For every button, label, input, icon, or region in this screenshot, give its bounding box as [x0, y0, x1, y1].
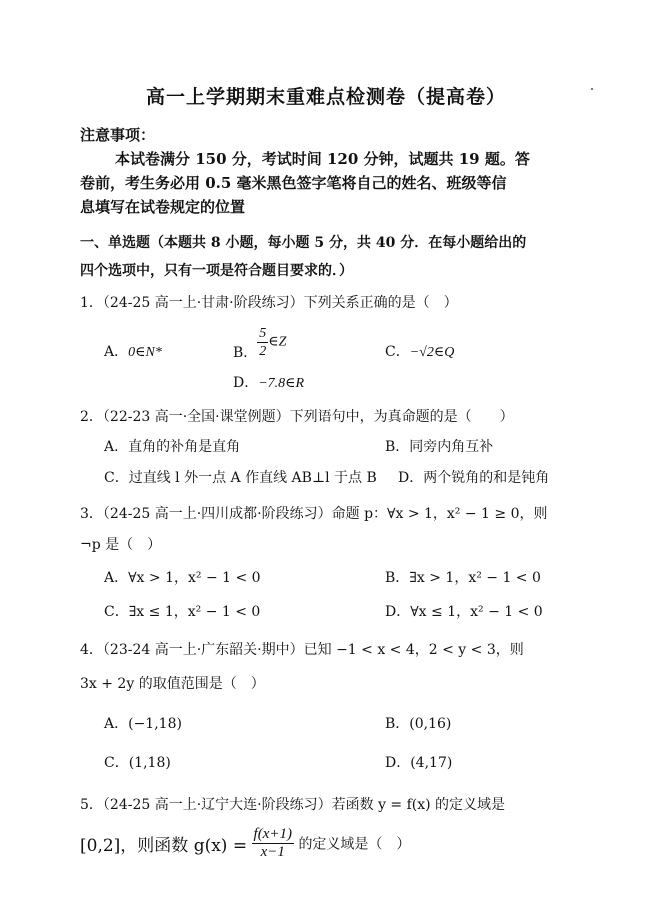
q3-option-b: B．∃x > 1，x² − 1 < 0 [385, 570, 541, 586]
q5-stem-2-pre: [0,2]，则函数 g(x) = [80, 836, 248, 856]
q5-numerator: f(x+1) [253, 826, 292, 842]
q2-option-a: A．直角的补角是直角 [104, 439, 241, 455]
q1-option-a-label: A． [104, 344, 129, 360]
page-title: 高一上学期期末重难点检测卷（提高卷） [145, 86, 506, 108]
q5-stem: 5．（24-25 高一上·辽宁大连·阶段练习）若函数 y = f(x) 的定义域是 [80, 797, 506, 813]
q3-stem: 3．（24-25 高一上·四川成都·阶段练习）命题 p：∀x > 1，x² − 1 ≥ 0，则 [80, 506, 548, 522]
q4-option-a: A．(−1,18) [104, 716, 182, 732]
q5-denominator: x−1 [260, 844, 285, 860]
q2-option-c: C．过直线 l 外一点 A 作直线 AB⊥l 于点 B [104, 470, 377, 486]
q1-option-b-denominator: 2 [259, 343, 267, 359]
q1-stem: 1．（24-25 高一上·甘肃·阶段练习）下列关系正确的是（ ） [80, 295, 458, 311]
q4-option-d: D．(4,17) [385, 755, 453, 771]
q1-option-a [104, 341, 162, 361]
q3-option-a: A．∀x > 1，x² − 1 < 0 [104, 570, 261, 586]
q4-stem-2: 3x + 2y 的取值范围是（ ） [80, 676, 265, 692]
q1-option-d-expr: −7.8∈R [258, 376, 305, 391]
q4-option-b: B．(0,16) [385, 716, 452, 732]
q5-stem-2-post: 的定义域是（ ） [298, 836, 411, 853]
q1-option-c [385, 341, 454, 361]
q1-option-b-numerator: 5 [259, 325, 267, 341]
q1-option-c-expr: −√2∈Q [409, 345, 455, 360]
q1-option-b-rest: ∈Z [268, 334, 287, 350]
notice-line1: 本试卷满分 150 分，考试时间 120 分钟，试题共 19 题。答 [115, 150, 530, 168]
q1-option-b [233, 322, 286, 362]
q2-stem: 2．（22-23 高一·全国·课堂例题）下列语句中，为真命题的是（ ） [80, 409, 514, 425]
notice-line2: 卷前，考生务必用 0.5 毫米黑色签字笔将自己的姓名、班级等信 [80, 174, 507, 192]
q1-option-a-expr: 0∈N* [128, 345, 162, 360]
notice-heading: 注意事项： [80, 126, 156, 144]
notice-line3: 息填写在试卷规定的位置 [80, 198, 246, 216]
q1-option-d-label: D． [233, 375, 259, 391]
q1-option-b-label: B． [233, 345, 258, 361]
q3-stem-2: ¬p 是（ ） [80, 537, 162, 553]
q2-option-d: D．两个锐角的和是钝角 [398, 470, 550, 486]
q1-option-b-fraction [257, 325, 268, 360]
q4-option-c: C．(1,18) [104, 755, 171, 771]
q4-stem: 4．（23-24 高一上·广东韶关·期中）已知 −1 < x < 4，2 < y < 3，则 [80, 642, 524, 658]
section-heading-line1: 一、单选题（本题共 8 小题，每小题 5 分，共 40 分．在每小题给出的 [80, 235, 527, 251]
q1-option-c-label: C． [385, 344, 410, 360]
q5-fraction [252, 826, 294, 861]
q3-option-c: C．∃x ≤ 1，x² − 1 < 0 [104, 604, 261, 620]
q2-option-b: B．同旁内角互补 [385, 439, 494, 455]
q5-stem-2 [80, 826, 410, 861]
q1-option-d [233, 372, 304, 392]
section-heading-line2: 四个选项中，只有一项是符合题目要求的．） [80, 263, 353, 279]
q3-option-d: D．∀x ≤ 1，x² − 1 < 0 [385, 604, 543, 620]
